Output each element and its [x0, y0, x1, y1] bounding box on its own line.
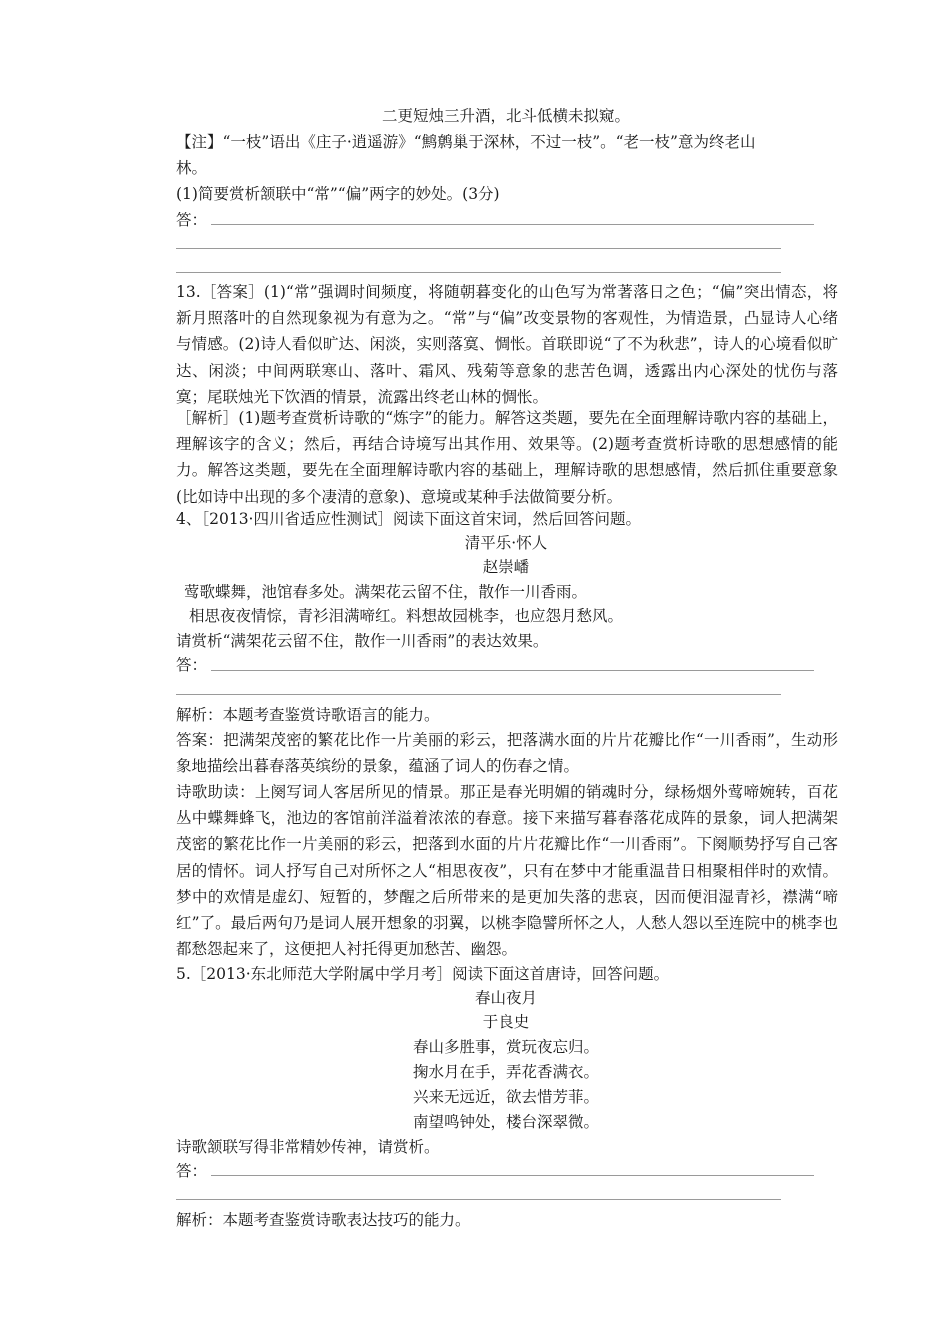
answer-line[interactable] [211, 224, 814, 225]
analysis-4: 解析：本题考查鉴赏诗歌语言的能力。 [176, 706, 440, 724]
poem-author: 赵崇嶓 [482, 558, 530, 576]
poem-line: 南望鸣钟处，楼台深翠微。 [412, 1113, 599, 1131]
poem-line: 相思夜夜情悰，青衫泪满啼红。料想故园桃李，也应怨月愁风。 [189, 607, 624, 625]
poem-last-verse: 二更短烛三升酒，北斗低横未拟窥。 [381, 107, 630, 125]
answer-line[interactable] [176, 694, 781, 695]
poem-help: 诗歌助读：上阕写词人客居所见的情景。那正是春光明媚的销魂时分，绿杨烟外莺啼婉转，百花丛中蝶舞蜂飞，池边的客馆前洋溢着浓浓的春意。接下来描写暮春落花成阵的景象，词人把满架茂密的繁花比作一片美丽的彩云，把落到水面的片片花瓣比作“一川香雨”。下阕顺势抒写自己客居的情怀。词人抒写自己对所怀之人“相思夜夜”，只有在梦中才能重温昔日相聚相伴时的欢情。梦中的欢情是虚幻、短暂的，梦醒之后所带来的是更加失落的悲哀，因而便泪湿青衫，襟满“啼红”了。最后两句乃是词人展开想象的羽翼，以桃李隐譬所怀之人，人愁人怨以至连院中的桃李也都愁怨起来了，这便把人衬托得更加愁苦、幽怨。 [176, 783, 838, 959]
note-line-2: 林。 [176, 159, 208, 177]
poem-line: 掬水月在手，弄花香满衣。 [412, 1063, 599, 1081]
answer-4: 答案：把满架茂密的繁花比作一片美丽的彩云，把落满水面的片片花瓣比作“一川香雨”，生动形象地描绘出暮春落英缤纷的景象，蕴涵了词人的伤春之情。 [176, 731, 838, 776]
answer-label: 答： [176, 1162, 208, 1180]
answer-line[interactable] [211, 670, 814, 671]
note-line-1: 【注】“一枝”语出《庄子·逍遥游》“鹪鹩巢于深林，不过一枝”。“老一枝”意为终老山 [176, 133, 756, 151]
question-3-1: (1)简要赏析颔联中“常”“偏”两字的妙处。(3分) [176, 185, 500, 203]
poem-author: 于良史 [482, 1013, 530, 1031]
question-5: 诗歌颔联写得非常精妙传神，请赏析。 [176, 1138, 440, 1156]
answer-label: 答： [176, 211, 208, 229]
answer-line[interactable] [176, 1199, 781, 1200]
question-4-heading: 4、［2013·四川省适应性测试］阅读下面这首宋词，然后回答问题。 [176, 510, 641, 528]
analysis-5: 解析：本题考查鉴赏诗歌表达技巧的能力。 [176, 1211, 471, 1229]
answer-label: 答： [176, 656, 208, 674]
question-5-heading: 5.［2013·东北师范大学附属中学月考］阅读下面这首唐诗，回答问题。 [176, 965, 670, 983]
question-4: 请赏析“满架花云留不住，散作一川香雨”的表达效果。 [176, 632, 549, 650]
poem-line: 莺歌蝶舞，池馆春多处。满架花云留不住，散作一川香雨。 [184, 583, 588, 601]
answer-line[interactable] [211, 1175, 814, 1176]
poem-title: 春山夜月 [474, 989, 537, 1007]
answer-13-paragraph: 13.［答案］(1)“常”强调时间频度，将随朝暮变化的山色写为常著落日之色；“偏”突出情态，将新月照落叶的自然现象视为有意为之。“常”与“偏”改变景物的客观性，为情造景，凸显诗人心绪与情感。(2)诗人看似旷达、闲淡，实则落寞、惆怅。首联即说“了不为秋悲”，诗人的心境看似旷达、闲淡；中间两联寒山、落叶、霜风、残菊等意象的悲苦色调，透露出内心深处的忧伤与落寞；尾联烛光下饮酒的情景，流露出终老山林的惆怅。 [176, 283, 838, 406]
poem-line: 兴来无远近，欲去惜芳菲。 [412, 1088, 599, 1106]
answer-line[interactable] [176, 248, 781, 249]
poem-title: 清平乐·怀人 [464, 534, 548, 552]
answer-line[interactable] [176, 272, 781, 273]
poem-line: 春山多胜事，赏玩夜忘归。 [412, 1038, 599, 1056]
answer-13-analysis: ［解析］(1)题考查赏析诗歌的“炼字”的能力。解答这类题，要先在全面理解诗歌内容的基础上，理解该字的含义；然后，再结合诗境写出其作用、效果等。(2)题考查赏析诗歌的思想感情的能力。解答这类题，要先在全面理解诗歌内容的基础上，理解诗歌的思想感情，然后抓住重要意象(比如诗中出现的多个凄清的意象)、意境或某种手法做简要分析。 [176, 409, 838, 506]
